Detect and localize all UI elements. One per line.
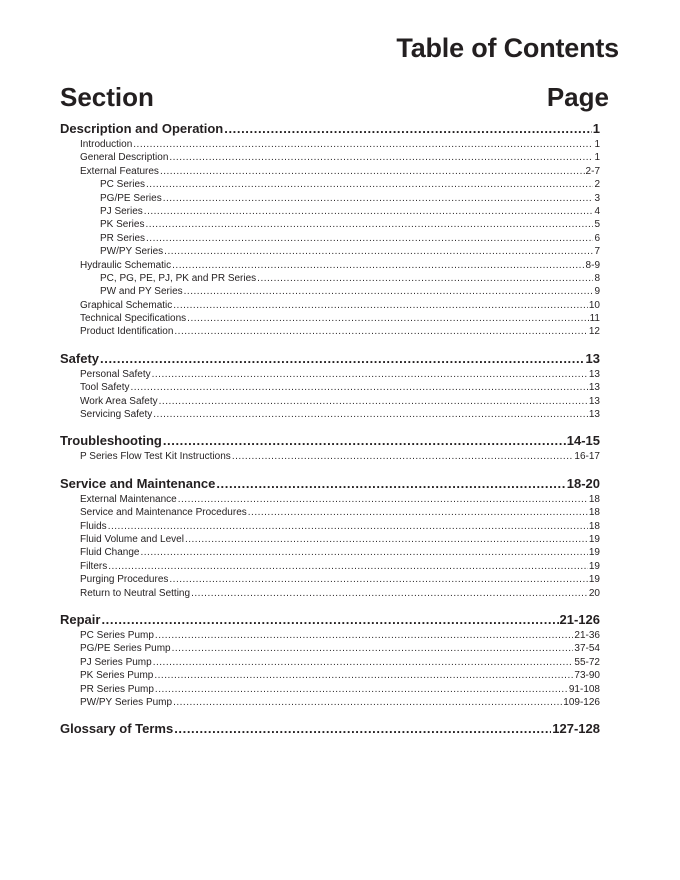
dot-leader	[224, 120, 592, 138]
toc-entry[interactable]	[60, 381, 600, 394]
dot-leader	[108, 560, 588, 573]
page-title: Table of Contents	[396, 33, 619, 63]
toc-entry-page: 13	[588, 395, 600, 407]
dot-leader	[100, 350, 585, 368]
dot-leader	[185, 533, 588, 546]
toc-entry-label: Filters	[80, 560, 108, 572]
toc-heading-page: 18-20	[566, 475, 600, 491]
page-column-header: Page	[546, 82, 609, 112]
dot-leader	[173, 299, 588, 312]
toc-entry-page: 12	[588, 326, 600, 338]
toc-heading-page: 21-126	[559, 611, 600, 627]
toc-entry-label: PK Series Pump	[80, 670, 154, 682]
toc-entry[interactable]	[60, 642, 600, 655]
toc-entry-label: Fluid Volume and Level	[80, 533, 184, 545]
dot-leader	[178, 493, 588, 506]
toc-entry-page: 18	[588, 507, 600, 519]
dot-leader	[154, 669, 573, 682]
toc-group-service-and-maintenance	[60, 475, 600, 600]
toc-heading-label: Description and Operation	[60, 121, 224, 136]
toc-heading-label: Repair	[60, 611, 101, 627]
toc-heading-page: 1	[592, 121, 600, 136]
dot-leader	[173, 696, 562, 709]
toc-subentry-page: 8	[594, 272, 600, 284]
toc-entry[interactable]	[60, 151, 600, 164]
toc-entry-page: 91-108	[568, 683, 600, 695]
toc-entry-label: External Features	[80, 165, 159, 177]
toc-entry-label: Product Identification	[80, 326, 174, 338]
toc-subentry-page: 6	[594, 232, 600, 244]
toc-subentry[interactable]	[60, 232, 600, 245]
dot-leader	[257, 272, 593, 285]
toc-entry-label: Servicing Safety	[80, 409, 153, 421]
toc-subentry[interactable]	[60, 178, 600, 191]
toc-subentry-label: PG/PE Series	[100, 192, 162, 204]
toc-entry-page: 19	[588, 574, 600, 586]
dot-leader	[163, 432, 566, 450]
dot-leader	[216, 475, 565, 493]
toc-entry-label: Introduction	[80, 139, 133, 150]
dot-leader	[187, 312, 588, 325]
toc-entry-page: 13	[588, 409, 600, 421]
toc-entry[interactable]	[60, 696, 600, 709]
toc-entry-page: 10	[588, 299, 600, 311]
dot-leader	[144, 205, 594, 218]
toc-entry[interactable]	[60, 683, 600, 696]
dot-leader	[130, 381, 587, 394]
dot-leader	[152, 368, 588, 381]
toc-entry-label: Purging Procedures	[80, 574, 169, 586]
toc-heading-page: 14-15	[566, 433, 600, 449]
toc-group-safety	[60, 350, 600, 422]
dot-leader	[140, 546, 587, 559]
dot-leader	[174, 325, 587, 338]
toc-subentry-label: PC Series	[100, 179, 146, 191]
toc-entry[interactable]	[60, 546, 600, 559]
toc-entry[interactable]	[60, 493, 600, 506]
toc-heading-page: 13	[585, 350, 600, 366]
toc-entry-page: 18	[588, 520, 600, 532]
toc-entry-label: Graphical Schematic	[80, 299, 173, 311]
toc-heading[interactable]	[60, 720, 600, 738]
dot-leader	[101, 611, 558, 629]
toc-heading-page: 127-128	[552, 721, 600, 737]
toc-entry-label: Hydraulic Schematic	[80, 259, 172, 271]
toc-entry-label: Return to Neutral Setting	[80, 587, 191, 599]
toc-group-troubleshooting	[60, 432, 600, 463]
toc-entry-page: 20	[588, 587, 600, 599]
dot-leader	[164, 245, 593, 258]
dot-leader	[191, 587, 588, 600]
toc-entry[interactable]	[60, 656, 600, 669]
toc-subentry-label: PJ Series	[100, 205, 143, 217]
toc-entry[interactable]	[60, 629, 600, 642]
toc-entry[interactable]	[60, 259, 600, 272]
toc-subentry[interactable]	[60, 285, 600, 298]
toc-group-repair	[60, 611, 600, 709]
dot-leader	[232, 450, 574, 463]
toc-entry[interactable]	[60, 533, 600, 546]
toc-entry-label: Personal Safety	[80, 368, 151, 380]
toc-entry-page: 18	[588, 493, 600, 505]
toc-heading[interactable]	[60, 350, 600, 368]
toc-entry-label: Fluids	[80, 520, 107, 532]
toc-entry-label: Service and Maintenance Procedures	[80, 507, 247, 519]
toc-subentry-page: 3	[594, 192, 600, 204]
toc-entry[interactable]	[60, 520, 600, 533]
toc-entry-label: Technical Specifications	[80, 313, 187, 325]
toc-entry[interactable]	[60, 506, 600, 519]
dot-leader	[133, 138, 593, 151]
toc-entry-label: PR Series Pump	[80, 683, 154, 695]
toc-subentry-page: 2	[594, 179, 600, 191]
toc-entry-page: 16-17	[574, 451, 600, 463]
dot-leader	[184, 285, 594, 298]
toc-entry[interactable]	[60, 138, 600, 151]
toc-subentry-page: 5	[594, 219, 600, 231]
toc-heading-label: Troubleshooting	[60, 433, 162, 449]
dot-leader	[108, 520, 588, 533]
toc-entry-label: PJ Series Pump	[80, 656, 152, 668]
toc-entry[interactable]	[60, 669, 600, 682]
toc-entry-page: 19	[588, 533, 600, 545]
toc-entry-label: External Maintenance	[80, 493, 177, 505]
toc-subentry-page: 4	[594, 205, 600, 217]
dot-leader	[153, 656, 574, 669]
toc-subentry-label: PW/PY Series	[100, 246, 164, 258]
toc-entry-label: Fluid Change	[80, 547, 140, 559]
dot-leader	[163, 192, 594, 205]
dot-leader	[169, 151, 593, 164]
toc-entry-label: Work Area Safety	[80, 395, 158, 407]
toc-entry-page: 21-36	[574, 629, 600, 641]
toc-heading[interactable]	[60, 475, 600, 493]
toc-subentry[interactable]	[60, 218, 600, 231]
toc-subentry-page: 7	[594, 246, 600, 258]
toc-entry[interactable]	[60, 408, 600, 421]
toc-heading-label: Safety	[60, 350, 100, 366]
toc-entry-label: Tool Safety	[80, 382, 130, 394]
toc-entry[interactable]	[60, 573, 600, 586]
toc-entry-page: 19	[588, 547, 600, 559]
toc-subentry-page: 9	[594, 286, 600, 298]
dot-leader	[153, 408, 588, 421]
dot-leader	[145, 218, 593, 231]
toc-entry-page: 55-72	[574, 656, 600, 668]
toc-entry[interactable]	[60, 165, 600, 178]
dot-leader	[146, 178, 593, 191]
toc-entry-page: 11	[589, 313, 600, 325]
dot-leader	[169, 573, 587, 586]
toc-subentry[interactable]	[60, 205, 600, 218]
toc-entry[interactable]	[60, 325, 600, 338]
dot-leader	[172, 259, 584, 272]
toc-entry-page: 13	[588, 382, 600, 394]
toc-subentry[interactable]	[60, 245, 600, 258]
toc-heading[interactable]	[60, 611, 600, 629]
toc-entry-label: PG/PE Series Pump	[80, 643, 171, 655]
toc-entry[interactable]	[60, 299, 600, 312]
dot-leader	[155, 629, 574, 642]
toc-heading-label: Service and Maintenance	[60, 475, 216, 491]
toc-list	[60, 118, 600, 749]
toc-heading-label: Glossary of Terms	[60, 721, 174, 737]
toc-group-glossary	[60, 720, 600, 738]
toc-entry[interactable]	[60, 368, 600, 381]
toc-entry[interactable]	[60, 450, 600, 463]
toc-subentry-label: PR Series	[100, 232, 146, 244]
toc-entry[interactable]	[60, 587, 600, 600]
toc-subentry-label: PK Series	[100, 219, 145, 231]
toc-entry-page: 1	[594, 152, 600, 164]
toc-entry[interactable]	[60, 395, 600, 408]
toc-heading[interactable]	[60, 120, 600, 138]
toc-entry-page: 8-9	[585, 259, 600, 271]
toc-entry[interactable]	[60, 312, 600, 325]
toc-entry-page: 1	[594, 139, 600, 150]
toc-subentry-label: PC, PG, PE, PJ, PK and PR Series	[100, 272, 257, 284]
toc-entry-label: PC Series Pump	[80, 629, 154, 641]
toc-entry-page: 73-90	[574, 670, 600, 682]
toc-group-description-and-operation	[60, 120, 600, 339]
toc-entry-page: 2-7	[585, 165, 600, 177]
dot-leader	[155, 683, 568, 696]
dot-leader	[159, 395, 588, 408]
dot-leader	[146, 232, 593, 245]
section-column-header: Section	[60, 82, 154, 112]
toc-entry-label: PW/PY Series Pump	[80, 696, 173, 708]
toc-heading[interactable]	[60, 432, 600, 450]
toc-entry-page: 13	[588, 368, 600, 380]
dot-leader	[174, 720, 551, 738]
dot-leader	[172, 642, 574, 655]
dot-leader	[160, 165, 585, 178]
toc-subentry[interactable]	[60, 192, 600, 205]
toc-entry-label: General Description	[80, 152, 169, 164]
toc-entry-page: 109-126	[563, 696, 600, 708]
toc-entry[interactable]	[60, 560, 600, 573]
dot-leader	[248, 506, 588, 519]
toc-subentry-label: PW and PY Series	[100, 286, 183, 298]
toc-entry-page: 37-54	[574, 643, 600, 655]
toc-entry-label: P Series Flow Test Kit Instructions	[80, 451, 231, 463]
toc-subentry[interactable]	[60, 272, 600, 285]
toc-entry-page: 19	[588, 560, 600, 572]
